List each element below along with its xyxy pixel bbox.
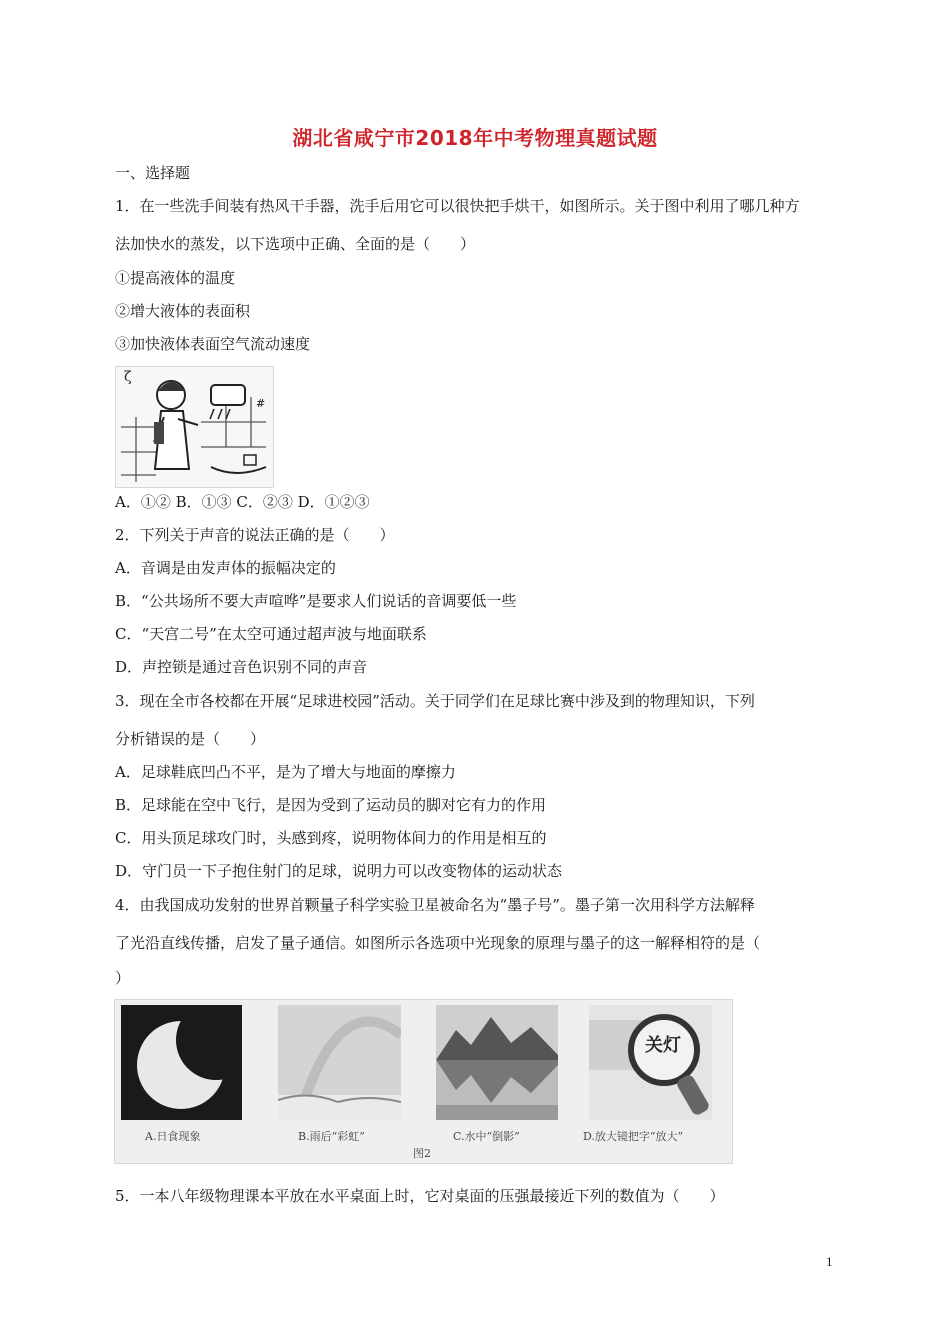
q2-option-a: A．音调是由发声体的振幅决定的: [115, 559, 336, 577]
svg-text:ζ: ζ: [124, 369, 132, 385]
svg-text:#: #: [256, 397, 266, 410]
q3-option-b: B．足球能在空中飞行，是因为受到了运动员的脚对它有力的作用: [115, 796, 547, 814]
q2-stem: 2．下列关于声音的说法正确的是（ ）: [115, 526, 395, 544]
page-title: 湖北省咸宁市2018年中考物理真题试题: [292, 126, 658, 150]
q1-item-1: ①提高液体的温度: [115, 269, 236, 287]
q1-options: A．①② B．①③ C．②③ D．①②③: [115, 493, 370, 511]
q3-option-a: A．足球鞋底凹凸不平，是为了增大与地面的摩擦力: [115, 763, 456, 781]
q1-item-3: ③加快液体表面空气流动速度: [115, 335, 311, 353]
q2-option-c: C．“天宫二号”在太空可通过超声波与地面联系: [115, 625, 427, 643]
q1-item-2: ②增大液体的表面积: [115, 302, 251, 320]
caption-d: D.放大镜把字“放大”: [583, 1130, 684, 1143]
caption-c: C.水中“倒影”: [453, 1130, 520, 1143]
panel-magnifier: [589, 1005, 712, 1120]
q4-stem-line2: 了光沿直线传播，启发了量子通信。如图所示各选项中光现象的原理与墨子的这一解释相符的是（: [115, 934, 761, 952]
magnified-sign-text: 关灯: [645, 1035, 681, 1056]
q4-stem-line1: 4．由我国成功发射的世界首颗量子科学实验卫星被命名为“墨子号”。墨子第一次用科学方法解释: [115, 896, 755, 914]
q5-stem: 5．一本八年级物理课本平放在水平桌面上时，它对桌面的压强最接近下列的数值为（ ）: [115, 1187, 725, 1205]
q4-figure: [114, 999, 733, 1164]
q3-stem-line1: 3．现在全市各校都在开展“足球进校园”活动。关于同学们在足球比赛中涉及到的物理知识，下列: [115, 692, 755, 710]
q3-option-c: C．用头顶足球攻门时，头感到疼，说明物体间力的作用是相互的: [115, 829, 547, 847]
q4-stem-line3: ）: [115, 969, 131, 987]
q1-hand-dryer-illustration: [115, 366, 274, 488]
panel-rainbow: [278, 1005, 401, 1120]
section-heading: 一、选择题: [115, 164, 191, 182]
q2-option-d: D．声控锁是通过音色识别不同的声音: [115, 658, 368, 676]
panel-solar-eclipse: [121, 1005, 242, 1120]
panel-water-reflection: [436, 1005, 558, 1120]
figure-label: 图2: [413, 1147, 431, 1160]
q2-option-b: B．“公共场所不要大声喧哗”是要求人们说话的音调要低一些: [115, 592, 517, 610]
caption-b: B.雨后“彩虹”: [298, 1130, 365, 1143]
q3-stem-line2: 分析错误的是（ ）: [115, 730, 266, 748]
page-number: 1: [826, 1254, 833, 1269]
q1-stem-line2: 法加快水的蒸发，以下选项中正确、全面的是（ ）: [115, 235, 476, 253]
q1-stem-line1: 1．在一些洗手间装有热风干手器，洗手后用它可以很快把手烘干，如图所示。关于图中利用了哪几种方: [115, 197, 800, 215]
caption-a: A.日食现象: [145, 1130, 201, 1143]
q3-option-d: D．守门员一下子抱住射门的足球，说明力可以改变物体的运动状态: [115, 862, 563, 880]
